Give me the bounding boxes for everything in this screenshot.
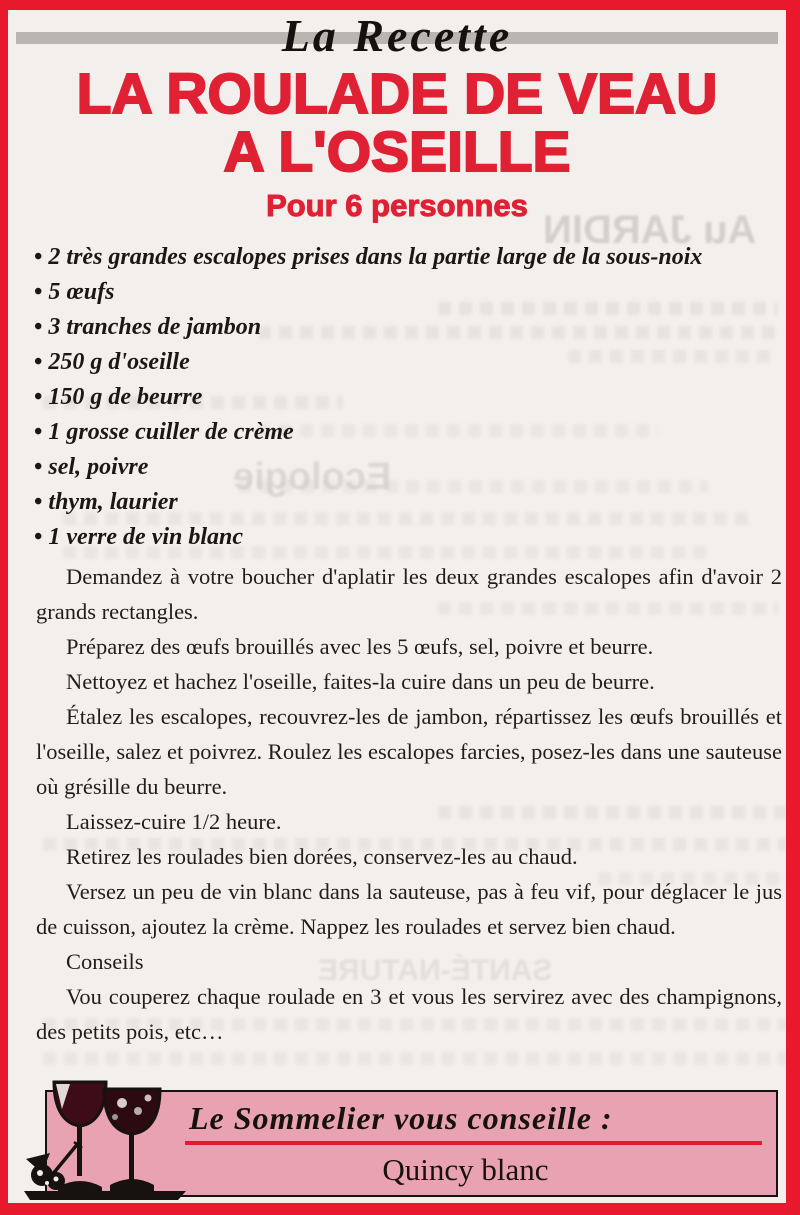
step-paragraph: Conseils [66, 949, 144, 974]
ingredient-item: • 2 très grandes escalopes prises dans la partie large de la sous-noix [34, 240, 784, 275]
bleedthrough-line [43, 1052, 786, 1065]
ingredient-item: • 5 œufs [34, 275, 784, 310]
ingredient-item: • sel, poivre [34, 450, 784, 485]
wine-recommendation: Quincy blanc [382, 1152, 549, 1187]
serving-subtitle: Pour 6 personnes [266, 188, 528, 223]
step-paragraph: Vou couperez chaque roulade en 3 et vous les servirez avec des champignons, des petits pois, etc… [36, 984, 782, 1044]
bleedthrough-heading-jardin: Au JARDIN [542, 208, 756, 252]
ingredient-item: • thym, laurier [34, 485, 784, 520]
step-paragraph: Nettoyez et hachez l'oseille, faites-la cuire dans un peu de beurre. [66, 669, 655, 694]
step-paragraph: Versez un peu de vin blanc dans la sauteuse, pas à feu vif, pour déglacer le jus de cuisson, ajoutez la crème. Nappez les roulades et servez bien chaud. [36, 879, 782, 939]
red-divider-rule [185, 1141, 762, 1145]
recipe-title-line2: A L'OSEILLE [223, 120, 571, 184]
sommelier-banner [8, 1078, 786, 1203]
step-paragraph: Étalez les escalopes, recouvrez-les de jambon, répartissez les œufs brouillés et l'oseille, salez et poivrez. Roulez les escalopes farcies, posez-les dans une sauteuse où grésille du beurre. [36, 704, 782, 799]
recipe-title-line1: LA ROULADE DE VEAU [76, 62, 718, 126]
bleedthrough-heading-sante: SANTÉ-NATURE [318, 954, 553, 987]
masthead-title: La Recette [281, 10, 513, 61]
ingredient-item: • 150 g de beurre [34, 380, 784, 415]
page-background [8, 10, 786, 1203]
ingredient-item: • 1 verre de vin blanc [34, 520, 784, 555]
ingredient-item: • 250 g d'oseille [34, 345, 784, 380]
sommelier-label: Le Sommelier vous conseille : [189, 1100, 613, 1136]
step-paragraph: Préparez des œufs brouillés avec les 5 œufs, sel, poivre et beurre. [66, 634, 654, 659]
ingredient-item: • 3 tranches de jambon [34, 310, 784, 345]
wine-glasses-icon [20, 1079, 192, 1201]
step-paragraph: Laissez-cuire 1/2 heure. [66, 809, 282, 834]
step-paragraph: Demandez à votre boucher d'aplatir les deux grandes escalopes afin d'avoir 2 grands rectangles. [36, 564, 782, 624]
step-paragraph: Retirez les roulades bien dorées, conservez-les au chaud. [66, 844, 578, 869]
preparation-text [36, 559, 782, 1049]
bleedthrough-heading-ecologie: Ecologie [233, 456, 392, 498]
ingredient-item: • 1 grosse cuiller de crème [34, 415, 784, 450]
ingredients-list [34, 240, 784, 555]
